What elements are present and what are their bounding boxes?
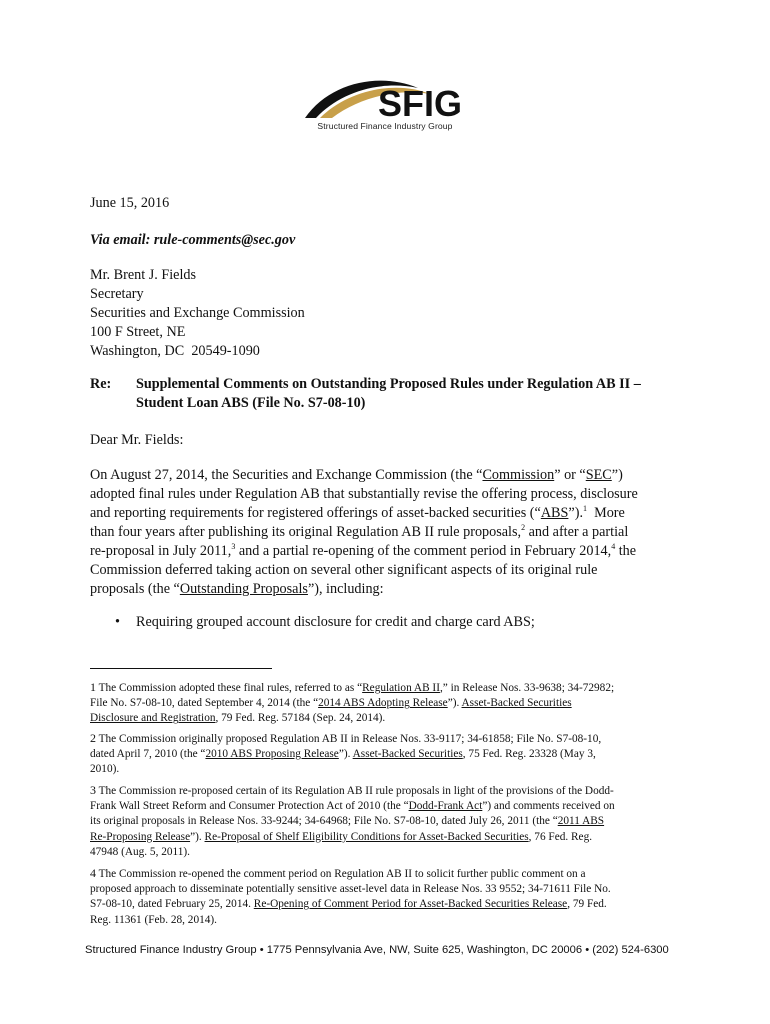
recipient-city: Washington, DC 20549-1090 <box>90 343 260 359</box>
fn-text: The Commission re-opened the comment period on Regulation AB II to solicit further public comment on a <box>96 868 586 880</box>
footnote-number: 3 <box>90 783 96 797</box>
footnote-1 <box>90 680 700 727</box>
footnote-ref-3[interactable]: 3 <box>231 542 236 551</box>
para-text: More <box>587 505 625 521</box>
para-text: re-proposal in July 2011, <box>90 543 232 559</box>
footer-address: 1775 Pennsylvania Ave, NW, Suite 625, Washington, DC 20006 <box>266 944 583 956</box>
fn-citation: Re-Opening of Comment Period for Asset-Backed Securities Release <box>253 898 568 911</box>
fn-citation: Regulation AB II <box>362 682 440 694</box>
footer-org: Structured Finance Industry Group <box>85 944 257 956</box>
footnote-ref-4[interactable]: 4 <box>611 542 616 551</box>
footnote-2 <box>90 731 700 778</box>
fn-text: File No. S7-08-10, dated September 4, 2014 (the “ <box>90 697 319 710</box>
re-label: Re: <box>90 376 112 392</box>
footnote-ref-1[interactable]: 1 <box>583 504 587 513</box>
abs-term: ABS <box>540 505 569 521</box>
para-text: and reporting requirements for registered offerings of asset-backed securities (“ <box>90 505 541 521</box>
para-line: Commission deferred taking action on several other significant aspects of its original rule <box>90 562 598 578</box>
fn-text: The Commission re-proposed certain of its Regulation AB II rule proposals in light of the provisions of the Dodd- <box>96 785 614 797</box>
footnote-3 <box>90 783 700 860</box>
fn-text: ”). <box>338 748 353 761</box>
footnote-ref-2[interactable]: 2 <box>521 523 526 532</box>
fn-text: , 76 Fed. Reg. <box>528 830 593 843</box>
recipient-name: Mr. Brent J. Fields <box>90 267 197 283</box>
fn-text: , 75 Fed. Reg. 23328 (May 3, <box>462 748 596 761</box>
para-line: adopted final rules under Regulation AB that substantially revise the offering process, disclosure <box>90 486 638 502</box>
recipient-street: 100 F Street, NE <box>90 324 186 340</box>
fn-text: S7-08-10, dated February 25, 2014. <box>90 898 254 911</box>
fn-citation: 2011 ABS <box>557 815 605 828</box>
recipient-title: Secretary <box>90 286 144 302</box>
fn-text: The Commission adopted these final rules, referred to as “ <box>96 682 363 694</box>
bullet-item: Requiring grouped account disclosure for credit and charge card ABS; <box>136 614 535 630</box>
sec-term: SEC <box>585 467 612 483</box>
fn-text: Frank Wall Street Reform and Consumer Protection Act of 2010 (the “ <box>90 800 409 813</box>
fn-citation: Re-Proposing Release <box>90 830 191 843</box>
bullet-icon: • <box>115 614 120 630</box>
para-text: than four years after publishing its original Regulation AB II rule proposals, <box>90 524 522 540</box>
fn-text: 47948 (Aug. 5, 2011). <box>90 845 190 858</box>
para-text: ”) <box>611 467 623 483</box>
commission-term: Commission <box>482 467 555 483</box>
sfig-swoosh-icon <box>300 74 470 120</box>
para-text: proposals (the “ <box>90 581 180 597</box>
fn-citation: Asset-Backed Securities <box>461 697 572 710</box>
fn-citation: 2010 ABS Proposing Release <box>205 748 339 761</box>
footnote-number: 1 <box>90 680 96 694</box>
fn-text: ”). <box>190 830 205 843</box>
para-text: and after a partial <box>525 524 629 540</box>
recipient-org: Securities and Exchange Commission <box>90 305 305 321</box>
para-text: On August 27, 2014, the Securities and Exchange Commission (the “ <box>90 467 483 483</box>
para-text: and a partial re-opening of the comment period in February 2014, <box>235 543 612 559</box>
fn-citation: Asset-Backed Securities <box>352 748 463 761</box>
fn-text: ”). <box>447 697 462 710</box>
footer-phone: (202) 524-6300 <box>592 944 669 956</box>
re-subject <box>136 375 641 413</box>
fn-text: The Commission originally proposed Regulation AB II in Release Nos. 33-9117; 34-61858; File No. S7-08-10, <box>96 733 602 745</box>
fn-citation: 2014 ABS Adopting Release <box>318 697 448 710</box>
recipient-block <box>90 266 305 361</box>
intro-paragraph <box>90 466 690 599</box>
para-text: ”). <box>568 505 583 521</box>
para-text: the <box>615 543 637 559</box>
fn-text: , 79 Fed. <box>567 898 607 911</box>
footer-separator: • <box>582 944 593 956</box>
fn-text: proposed approach to disseminate potentially sensitive asset-level data in Release Nos. 33 9552; 34-71611 File No. <box>90 883 611 896</box>
fn-citation: Disclosure and Registration <box>90 712 216 725</box>
sfig-logo-text: SFIG <box>378 83 463 120</box>
footnote-divider <box>90 668 272 669</box>
sfig-logo <box>300 74 470 136</box>
footer-separator: • <box>256 944 267 956</box>
fn-text: Reg. 11361 (Feb. 28, 2014). <box>90 913 217 926</box>
footnote-4 <box>90 866 700 928</box>
letter-date: June 15, 2016 <box>90 195 170 211</box>
fn-text: dated April 7, 2010 (the “ <box>90 748 206 761</box>
fn-text: ,” in Release Nos. 33-9638; 34-72982; <box>439 682 615 694</box>
fn-text: 2010). <box>90 763 120 776</box>
fn-citation: Re-Proposal of Shelf Eligibility Conditions for Asset-Backed Securities <box>204 830 529 843</box>
salutation: Dear Mr. Fields: <box>90 432 184 448</box>
page-footer <box>85 944 705 956</box>
re-subject-line2: Student Loan ABS (File No. S7-08-10) <box>136 395 366 411</box>
via-email: Via email: rule-comments@sec.gov <box>90 232 296 248</box>
fn-text: , 79 Fed. Reg. 57184 (Sep. 24, 2014). <box>215 712 386 725</box>
footnote-number: 2 <box>90 731 96 745</box>
logo-tagline: Structured Finance Industry Group <box>317 121 453 131</box>
footnote-number: 4 <box>90 866 96 880</box>
fn-text: ”) and comments received on <box>482 800 615 813</box>
para-text: ” or “ <box>554 467 586 483</box>
outstanding-proposals-term: Outstanding Proposals <box>179 581 308 597</box>
fn-citation: Dodd-Frank Act <box>408 800 483 813</box>
para-text: ”), including: <box>307 581 384 597</box>
re-subject-line1: Supplemental Comments on Outstanding Proposed Rules under Regulation AB II – <box>136 376 641 392</box>
fn-text: its original proposals in Release Nos. 33-9244; 34-64968; File No. S7-08-10, dated July 26, 2011 (the “ <box>90 815 558 828</box>
